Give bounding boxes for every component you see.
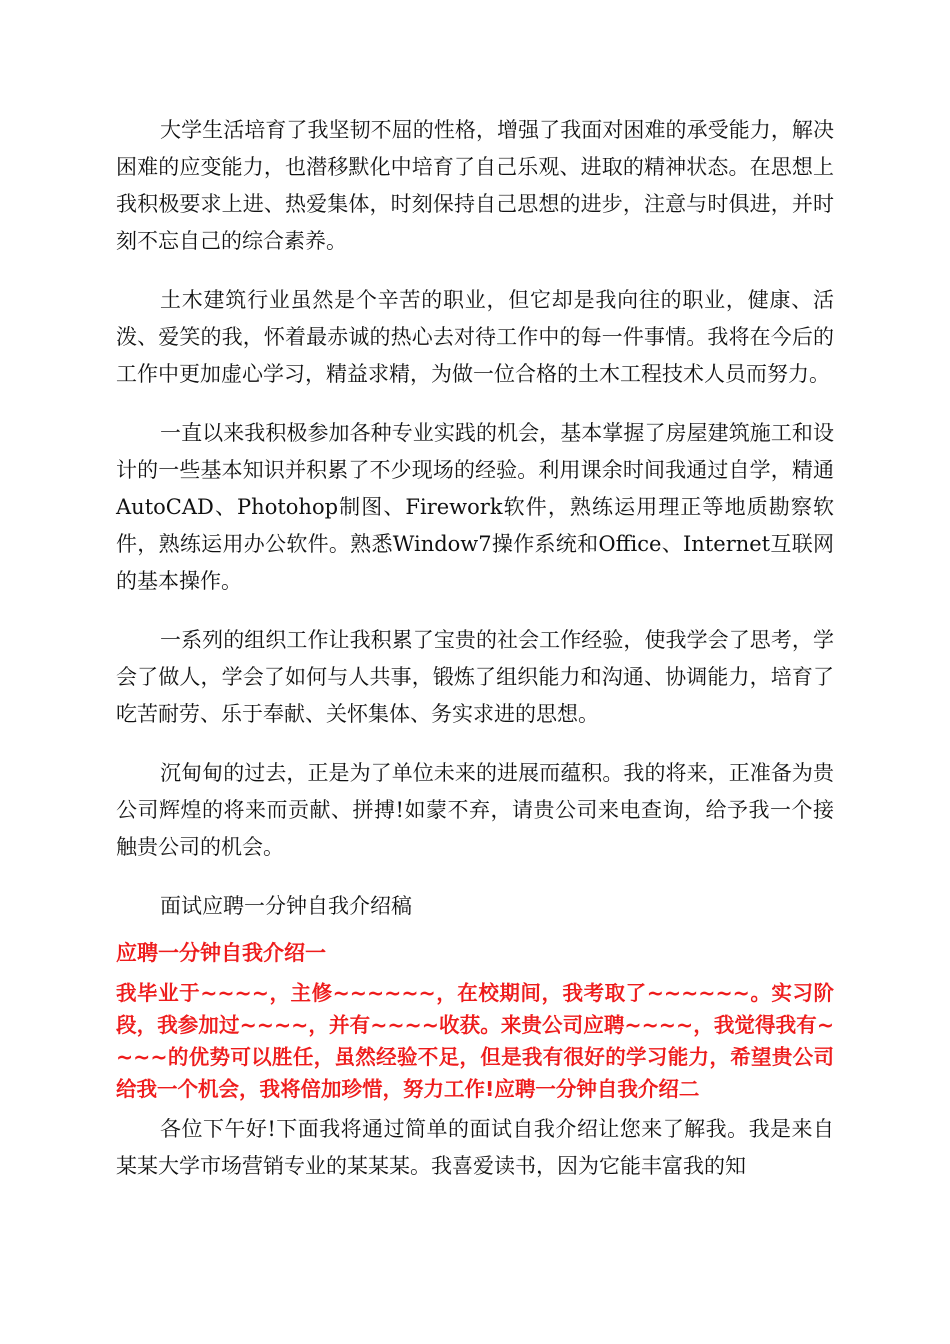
paragraph-character: 大学生活培育了我坚韧不屈的性格，增强了我面对困难的承受能力，解决困难的应变能力，也潜移默化中培育了自己乐观、进取的精神状态。在思想上我积极要求上进、热爱集体，时刻保持自己思想的进步，注意与时俱进，并时刻不忘自己的综合素养。 [116,118,834,253]
paragraph-career: 土木建筑行业虽然是个辛苦的职业，但它却是我向往的职业，健康、活泼、爱笑的我，怀着最赤诚的热心去对待工作中的每一件事情。我将在今后的工作中更加虚心学习，精益求精，为做一位合格的土木工程技术人员而努力。 [116,288,834,386]
paragraph-closing: 沉甸甸的过去，正是为了单位未来的进展而蕴积。我的将来，正准备为贵公司辉煌的将来而贡献、拼搏!如蒙不弃，请贵公司来电查询，给予我一个接触贵公司的机会。 [116,761,834,859]
red-template-block: 我毕业于~~~~，主修~~~~~~，在校期间，我考取了~~~~~~。实习阶段，我参加过~~~~，并有~~~~收获。来贵公司应聘~~~~，我觉得我有~~~~的优势可以胜任，虽然经验不足，但是我有很好的学习能力，希望贵公司给我一个机会，我将倍加珍惜，努力工作!应聘一分钟自我介绍二 [116,981,834,1101]
red-heading: 应聘一分钟自我介绍一 [116,941,326,965]
section-subtitle: 面试应聘一分钟自我介绍稿 [160,894,412,918]
paragraph-skills: 一直以来我积极参加各种专业实践的机会，基本掌握了房屋建筑施工和设计的一些基本知识并积累了不少现场的经验。利用课余时间我通过自学，精通AutoCAD、Photohop制图、Firework软件，熟练运用理正等地质勘察软件，熟练运用办公软件。熟悉Window7操作系统和Office、Internet互联网的基本操作。 [116,421,834,593]
document-page [116,112,834,1185]
paragraph-intro-two: 各位下午好!下面我将通过简单的面试自我介绍让您来了解我。我是来自某某大学市场营销专业的某某某。我喜爱读书，因为它能丰富我的知 [116,1117,834,1178]
paragraph-organization: 一系列的组织工作让我积累了宝贵的社会工作经验，使我学会了思考，学会了做人，学会了如何与人共事，锻炼了组织能力和沟通、协调能力，培育了吃苦耐劳、乐于奉献、关怀集体、务实求进的思想。 [116,628,834,726]
